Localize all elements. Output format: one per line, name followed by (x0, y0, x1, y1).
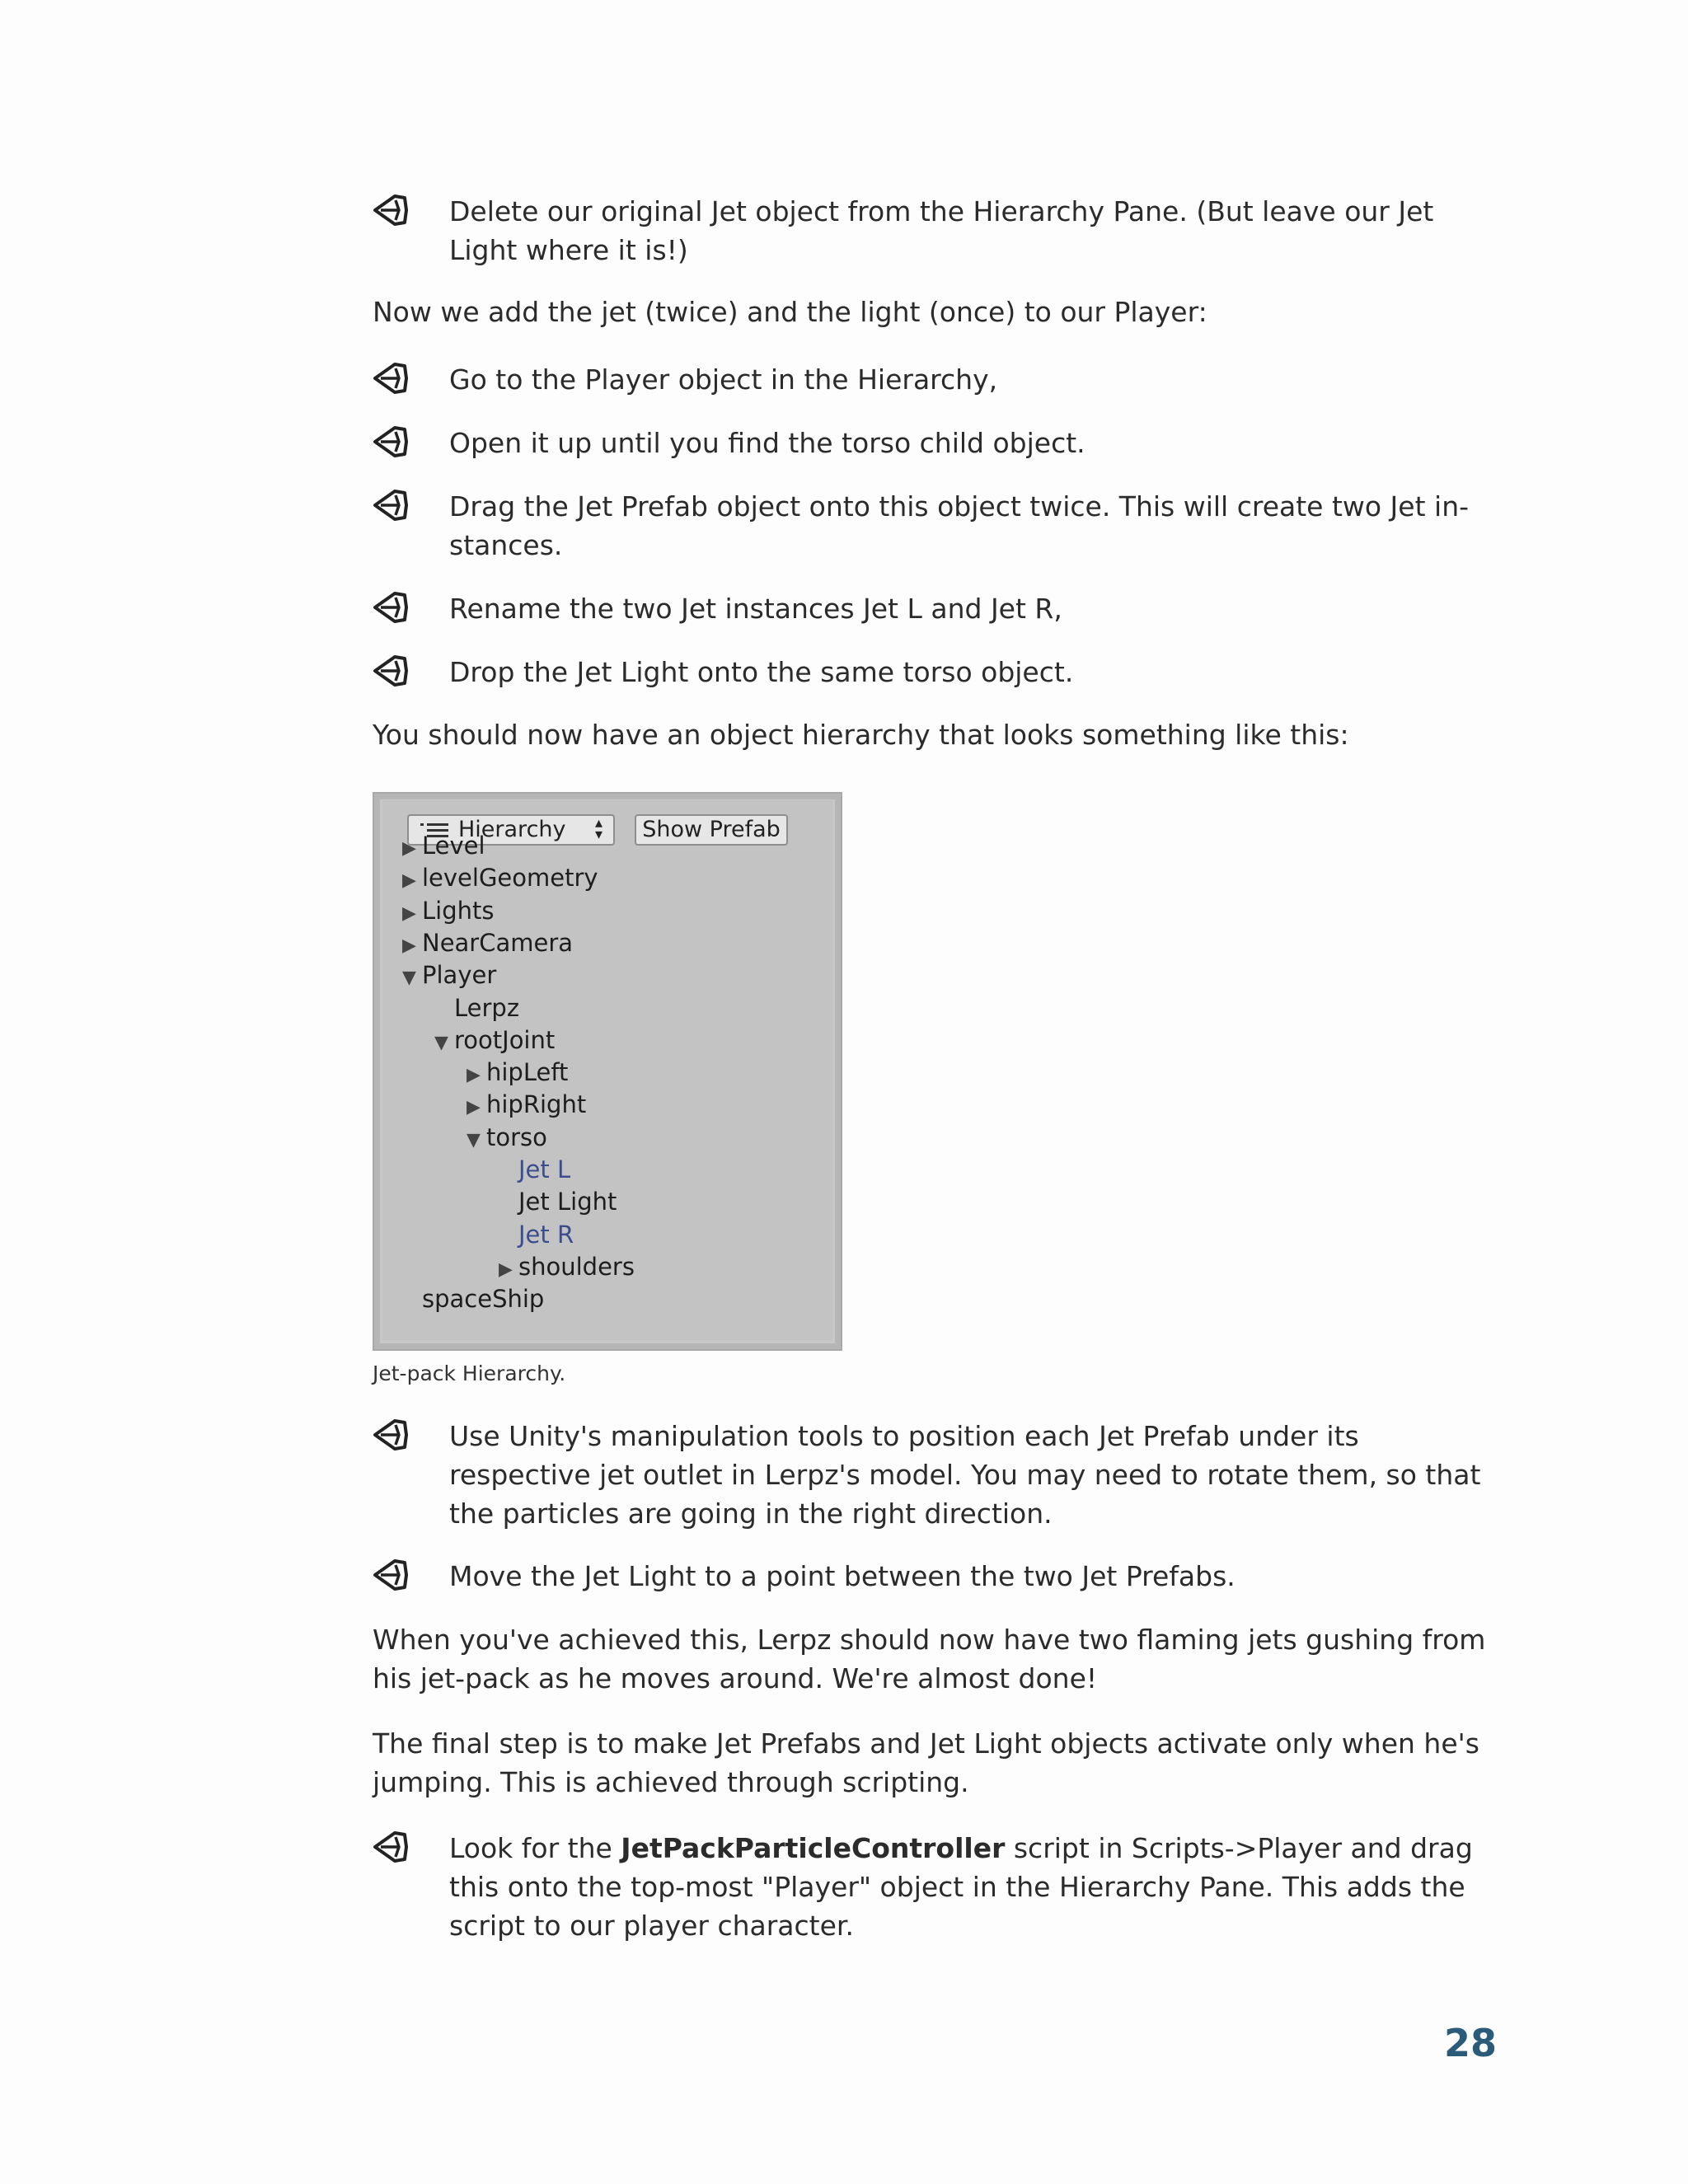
script-name: JetPackParticleController (621, 1832, 1006, 1864)
disclosure-expanded-icon[interactable]: ▼ (402, 968, 416, 988)
tree-item[interactable] (402, 895, 494, 927)
tree-item-label: rootJoint (454, 1026, 556, 1054)
disclosure-collapsed-icon[interactable]: ▶ (402, 935, 416, 956)
tree-item[interactable] (402, 1283, 544, 1315)
tree-item-label: Lerpz (454, 994, 520, 1022)
tree-item[interactable] (402, 830, 485, 862)
paragraph: You should now have an object hierarchy that looks something like this: (373, 719, 1349, 751)
unity-logo-icon (373, 194, 409, 227)
figure-caption: Jet-pack Hierarchy. (373, 1361, 566, 1385)
bullet-text: Open it up until you find the torso child object. (449, 427, 1085, 459)
page-number: 28 (1444, 2021, 1498, 2065)
bullet-item (373, 487, 1493, 565)
bullet-item (373, 424, 1493, 462)
unity-logo-icon (373, 654, 409, 687)
tree-item-label: hipRight (486, 1090, 587, 1118)
tree-item[interactable] (467, 1122, 547, 1154)
bullet-text: Move the Jet Light to a point between the two Jet Prefabs. (449, 1560, 1236, 1592)
tree-item[interactable] (467, 1089, 586, 1121)
tree-item[interactable] (499, 1154, 570, 1186)
disclosure-collapsed-icon[interactable]: ▶ (467, 1065, 481, 1085)
disclosure-expanded-icon[interactable]: ▼ (434, 1033, 448, 1053)
tree-item[interactable] (434, 1024, 555, 1057)
tree-item-label: levelGeometry (422, 864, 598, 892)
bullet-text-before: Look for the (449, 1832, 621, 1864)
bullet-item (373, 192, 1493, 269)
tree-item-label: NearCamera (422, 929, 574, 957)
tree-item[interactable] (499, 1219, 574, 1251)
tree-item-label: spaceShip (422, 1285, 545, 1313)
hierarchy-panel-figure (373, 792, 842, 1351)
bullet-item (373, 1829, 1493, 1945)
tree-item[interactable] (467, 1057, 568, 1089)
disclosure-collapsed-icon[interactable]: ▶ (402, 903, 416, 924)
unity-logo-icon (373, 1830, 409, 1863)
tree-item[interactable] (499, 1251, 635, 1283)
bullet-text: Delete our original Jet object from the Hierarchy Pane. (But leave our Jet Light where it is!) (449, 195, 1434, 266)
tree-item[interactable] (402, 959, 496, 991)
bullet-text: Drop the Jet Light onto the same torso object. (449, 656, 1074, 688)
tree-item-label: Player (422, 961, 497, 989)
show-prefab-button[interactable]: Show Prefab (635, 814, 788, 846)
tree-item-label: Jet L (518, 1155, 571, 1183)
tree-item-label: torso (486, 1123, 547, 1151)
tree-item-label: Level (422, 832, 485, 860)
unity-logo-icon (373, 489, 409, 522)
bullet-text: Use Unity's manipulation tools to position each Jet Prefab under its respective jet outlet in Lerpz's model. You may need to rotate them, so that the particles are going in the right direction. (449, 1420, 1481, 1530)
paragraph: Now we add the jet (twice) and the light (once) to our Player: (373, 296, 1207, 328)
bullet-text: Rename the two Jet instances Jet L and Jet R, (449, 593, 1062, 625)
bullet-item (373, 360, 1493, 399)
bullet-item (373, 653, 1493, 691)
bullet-text-after: script in Scripts->Player and drag this onto the top-most "Player" object in the Hierarchy Pane. This adds the script to our player character. (449, 1832, 1473, 1942)
bullet-text: Drag the Jet Prefab object onto this object twice. This will create two Jet in-stances. (449, 490, 1470, 561)
tree-item-label: shoulders (518, 1253, 635, 1281)
tree-item-label: Jet R (518, 1221, 574, 1249)
tree-item-label: hipLeft (486, 1058, 569, 1086)
dropdown-label: Hierarchy (458, 817, 566, 842)
tree-item[interactable] (434, 992, 519, 1024)
unity-logo-icon (373, 425, 409, 458)
bullet-text: Go to the Player object in the Hierarchy, (449, 363, 998, 396)
tree-item[interactable] (499, 1186, 617, 1218)
unity-logo-icon (373, 1418, 409, 1451)
disclosure-collapsed-icon[interactable]: ▶ (467, 1097, 481, 1118)
unity-logo-icon (373, 1558, 409, 1591)
disclosure-collapsed-icon[interactable]: ▶ (499, 1259, 513, 1280)
unity-logo-icon (373, 591, 409, 624)
hierarchy-panel (382, 800, 832, 1341)
tree-item[interactable] (402, 927, 573, 959)
updown-arrows-icon: ▴▾ (595, 814, 603, 843)
disclosure-collapsed-icon[interactable]: ▶ (402, 838, 416, 859)
bullet-item (373, 589, 1493, 628)
disclosure-expanded-icon[interactable]: ▼ (467, 1130, 481, 1151)
bullet-item (373, 1557, 1493, 1596)
tree-item[interactable] (402, 862, 598, 894)
unity-logo-icon (373, 362, 409, 395)
bullet-text (449, 1829, 1493, 1945)
paragraph: When you've achieved this, Lerpz should now have two flaming jets gushing from his jet-pack as he moves around. We're almost done! (373, 1624, 1486, 1694)
disclosure-collapsed-icon[interactable]: ▶ (402, 870, 416, 891)
bullet-item (373, 1417, 1493, 1533)
tree-item-label: Lights (422, 897, 495, 925)
tree-item-label: Jet Light (518, 1188, 617, 1216)
paragraph: The final step is to make Jet Prefabs and Jet Light objects activate only when he's jumping. This is achieved through scripting. (373, 1727, 1479, 1798)
